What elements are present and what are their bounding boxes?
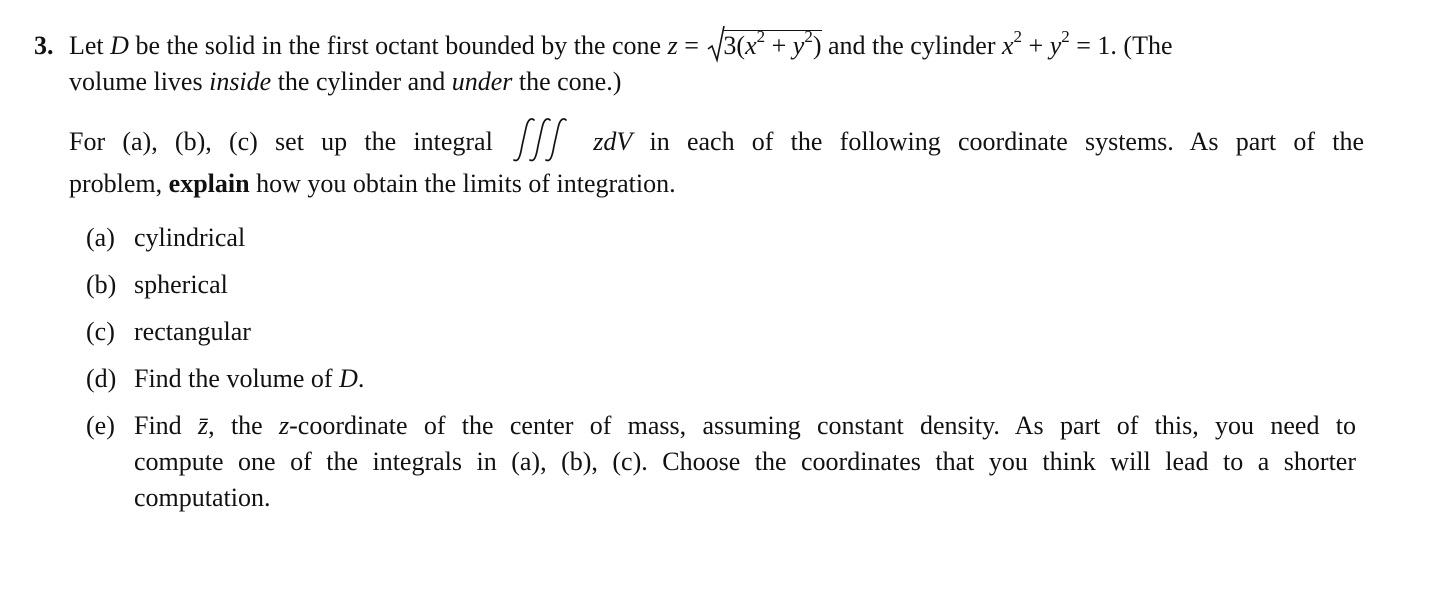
solid-variable: D xyxy=(110,31,129,60)
part-text: . xyxy=(357,364,365,393)
parts-list xyxy=(34,220,1364,516)
x-variable: x xyxy=(745,31,757,60)
part-label: (d) xyxy=(86,364,117,393)
text-segment: , the xyxy=(208,411,280,440)
part-label: (e) xyxy=(86,411,115,440)
part-e-line-2: compute one of the integrals in (a), (b), (c). Choose the coordinates that you think will lead to a shorter xyxy=(134,447,1356,476)
emphasis-inside: inside xyxy=(209,67,272,96)
y-variable: y xyxy=(1049,31,1062,60)
part-d xyxy=(86,361,1364,397)
plus-sign: + xyxy=(765,31,793,60)
part-label: (a) xyxy=(86,223,115,252)
part-e xyxy=(86,408,1364,516)
part-c xyxy=(86,314,1364,350)
part-a xyxy=(86,220,1364,256)
plus-sign: + xyxy=(1022,31,1050,60)
text-segment: the cone.) xyxy=(512,67,622,96)
part-label: (b) xyxy=(86,270,117,299)
problem-number: 3. xyxy=(34,31,54,60)
exponent: 2 xyxy=(756,27,766,47)
part-text: rectangular xyxy=(134,317,251,346)
text-segment: how you obtain the limits of integration. xyxy=(249,169,676,198)
triple-integral-icon xyxy=(510,116,576,164)
text-segment: For (a), (b), (c) set up the integral xyxy=(69,127,493,156)
statement-line-2 xyxy=(69,64,1364,100)
text-segment: be the solid in the first octant bounded by the cone xyxy=(128,31,668,60)
text-segment: Let xyxy=(69,31,111,60)
text-segment: in each of the following coordinate systems. As part of the xyxy=(649,127,1365,156)
part-text: Find the volume of xyxy=(134,364,340,393)
part-e-text xyxy=(134,408,1356,516)
y-variable: y xyxy=(792,31,805,60)
z-variable: z xyxy=(279,411,290,440)
part-b xyxy=(86,267,1364,303)
text-segment: = 1. (The xyxy=(1069,31,1173,60)
triple-integral xyxy=(510,127,632,156)
close-paren: ) xyxy=(812,31,822,60)
radicand xyxy=(723,27,822,61)
exponent: 2 xyxy=(804,27,813,47)
radical-sign xyxy=(707,24,725,64)
emphasis-explain: explain xyxy=(168,169,250,198)
x-variable: x xyxy=(1002,31,1014,60)
emphasis-under: under xyxy=(451,67,513,96)
part-text: cylindrical xyxy=(134,223,246,252)
statement-line-1 xyxy=(69,28,1364,64)
setup-paragraph xyxy=(34,118,1364,202)
exponent: 2 xyxy=(1061,27,1070,47)
part-e-line-1 xyxy=(134,408,1356,444)
square-root xyxy=(707,28,821,64)
text-segment: volume lives xyxy=(69,67,210,96)
equals-sign: = xyxy=(677,31,706,60)
exponent: 2 xyxy=(1013,27,1023,47)
problem-3 xyxy=(34,28,1364,527)
z-bar-variable: z̄ xyxy=(198,411,209,440)
text-segment: -coordinate of the center of mass, assuming constant density. As part of this, you need to xyxy=(289,411,1356,440)
solid-variable: D xyxy=(339,364,358,393)
text-segment: Find xyxy=(134,411,198,440)
text-segment: and the cylinder xyxy=(821,31,1002,60)
part-label: (c) xyxy=(86,317,115,346)
text-segment: problem, xyxy=(69,169,169,198)
setup-line-1 xyxy=(69,118,1364,166)
setup-line-2 xyxy=(69,166,1364,202)
part-text: spherical xyxy=(134,270,228,299)
problem-statement xyxy=(34,28,1364,100)
part-e-line-3: computation. xyxy=(134,483,271,512)
radicand-coeff: 3( xyxy=(723,31,746,60)
integrand: zdV xyxy=(593,127,633,156)
text-segment: the cylinder and xyxy=(271,67,452,96)
cone-z-variable: z xyxy=(667,31,678,60)
